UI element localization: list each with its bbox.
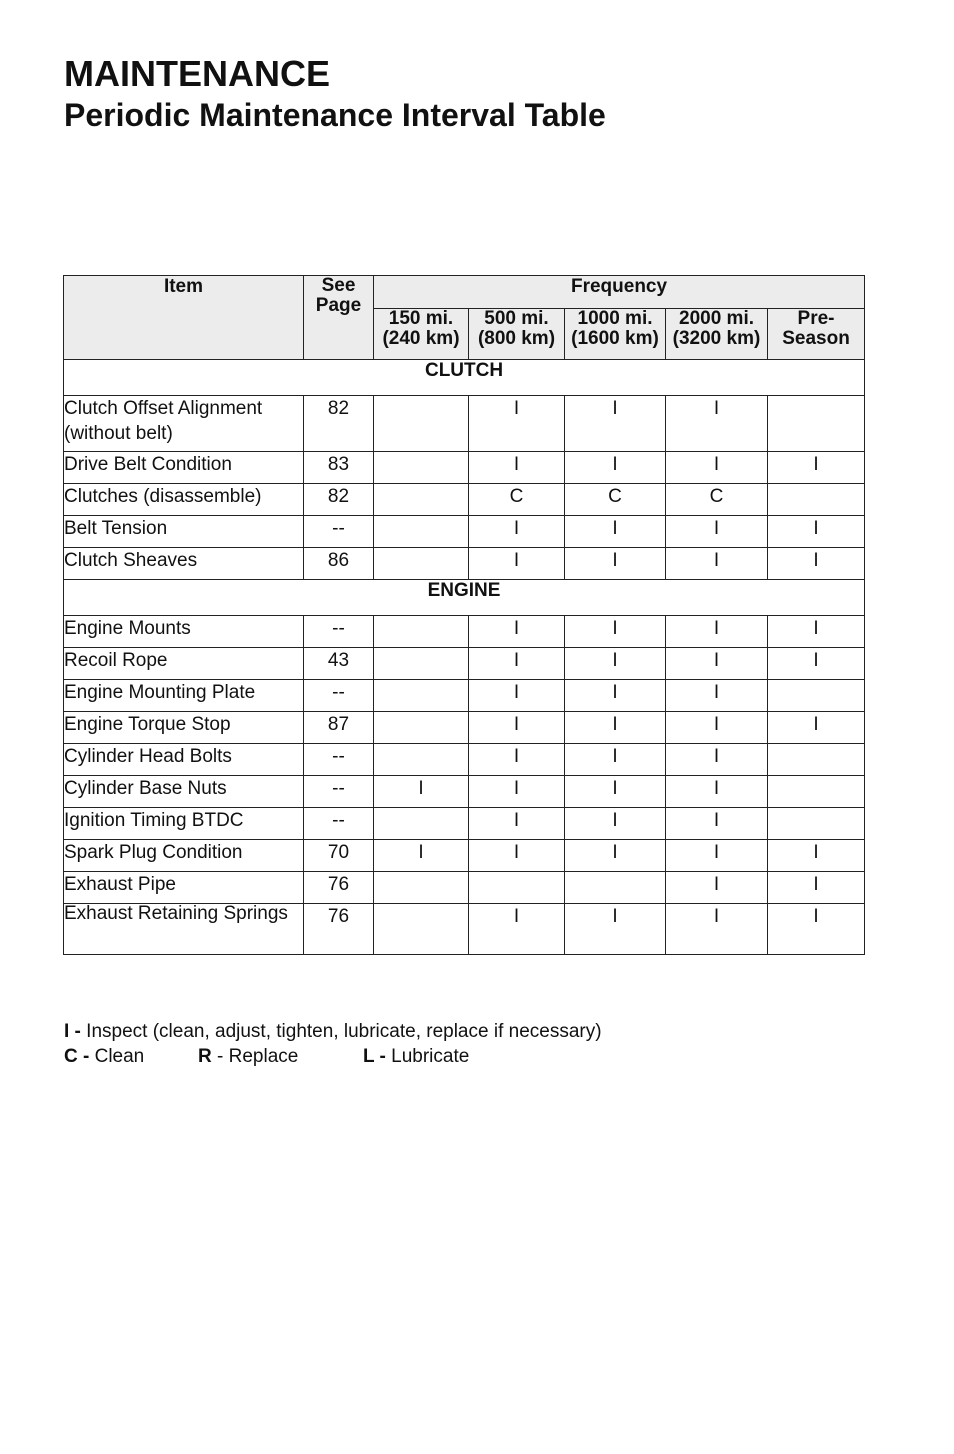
frequency-cell: I bbox=[768, 712, 865, 744]
page-title: MAINTENANCE bbox=[64, 53, 330, 94]
frequency-cell: I bbox=[768, 904, 865, 955]
frequency-cell: I bbox=[565, 452, 666, 484]
frequency-cell bbox=[374, 648, 469, 680]
frequency-cell bbox=[374, 744, 469, 776]
legend-lubricate-key: L - bbox=[363, 1046, 386, 1067]
interval-header bbox=[768, 309, 865, 360]
frequency-cell: I bbox=[565, 776, 666, 808]
frequency-cell bbox=[374, 396, 469, 452]
table-row bbox=[64, 776, 865, 808]
interval-line2: (3200 km) bbox=[672, 328, 761, 349]
see-page-cell: -- bbox=[304, 516, 374, 548]
frequency-cell: I bbox=[666, 396, 768, 452]
frequency-cell bbox=[374, 680, 469, 712]
item-cell: Clutch Offset Alignment (without belt) bbox=[64, 396, 304, 452]
frequency-cell bbox=[469, 872, 565, 904]
frequency-cell: I bbox=[565, 616, 666, 648]
legend bbox=[64, 1019, 602, 1069]
frequency-cell: I bbox=[469, 396, 565, 452]
frequency-cell bbox=[374, 516, 469, 548]
frequency-cell: I bbox=[768, 516, 865, 548]
frequency-cell bbox=[374, 452, 469, 484]
frequency-cell: I bbox=[666, 872, 768, 904]
item-cell: Engine Torque Stop bbox=[64, 712, 304, 744]
interval-line1: Pre- bbox=[797, 308, 835, 329]
item-cell: Clutches (disassemble) bbox=[64, 484, 304, 516]
frequency-cell bbox=[768, 776, 865, 808]
page-label: Page bbox=[315, 295, 362, 316]
frequency-cell bbox=[374, 548, 469, 580]
frequency-cell: I bbox=[565, 904, 666, 955]
frequency-cell: I bbox=[768, 616, 865, 648]
frequency-cell: I bbox=[565, 548, 666, 580]
see-page-cell: 82 bbox=[304, 396, 374, 452]
table-header bbox=[64, 276, 865, 360]
table-row bbox=[64, 712, 865, 744]
frequency-cell: I bbox=[666, 516, 768, 548]
item-cell: Cylinder Head Bolts bbox=[64, 744, 304, 776]
frequency-cell bbox=[768, 744, 865, 776]
see-page-cell: 87 bbox=[304, 712, 374, 744]
frequency-cell: I bbox=[666, 712, 768, 744]
frequency-cell: I bbox=[565, 680, 666, 712]
see-page-cell: 76 bbox=[304, 904, 374, 955]
maintenance-interval-table bbox=[63, 275, 865, 955]
item-cell: Engine Mounting Plate bbox=[64, 680, 304, 712]
section-row bbox=[64, 580, 865, 616]
legend-replace-text: - Replace bbox=[211, 1046, 299, 1067]
frequency-cell bbox=[374, 712, 469, 744]
see-label: See bbox=[321, 275, 356, 296]
column-header-item: Item bbox=[64, 276, 304, 360]
table-row bbox=[64, 840, 865, 872]
frequency-cell bbox=[374, 872, 469, 904]
frequency-cell: I bbox=[565, 840, 666, 872]
frequency-cell: I bbox=[469, 452, 565, 484]
frequency-cell: I bbox=[666, 776, 768, 808]
frequency-cell: C bbox=[469, 484, 565, 516]
frequency-cell: I bbox=[666, 680, 768, 712]
interval-line2: (800 km) bbox=[477, 328, 556, 349]
item-cell: Clutch Sheaves bbox=[64, 548, 304, 580]
frequency-cell bbox=[768, 808, 865, 840]
section-heading: ENGINE bbox=[64, 580, 865, 616]
item-cell: Cylinder Base Nuts bbox=[64, 776, 304, 808]
frequency-cell: C bbox=[666, 484, 768, 516]
table-row bbox=[64, 396, 865, 452]
see-page-cell: -- bbox=[304, 776, 374, 808]
frequency-cell: I bbox=[768, 872, 865, 904]
interval-header bbox=[666, 309, 768, 360]
legend-clean bbox=[64, 1044, 198, 1069]
table-body bbox=[64, 360, 865, 955]
see-page-cell: -- bbox=[304, 680, 374, 712]
frequency-cell: I bbox=[469, 904, 565, 955]
legend-clean-text: Clean bbox=[89, 1046, 145, 1067]
page-subtitle: Periodic Maintenance Interval Table bbox=[64, 97, 606, 133]
table-row bbox=[64, 744, 865, 776]
column-header-see-page bbox=[304, 276, 374, 360]
legend-clean-key: C - bbox=[64, 1046, 90, 1067]
item-cell: Spark Plug Condition bbox=[64, 840, 304, 872]
table-row bbox=[64, 648, 865, 680]
frequency-cell: I bbox=[666, 808, 768, 840]
legend-replace bbox=[198, 1044, 363, 1069]
interval-line2: (240 km) bbox=[382, 328, 460, 349]
frequency-cell: I bbox=[666, 548, 768, 580]
see-page-cell: 86 bbox=[304, 548, 374, 580]
table-row bbox=[64, 616, 865, 648]
frequency-cell: I bbox=[469, 776, 565, 808]
legend-inspect-key: I - bbox=[64, 1021, 81, 1042]
item-cell: Recoil Rope bbox=[64, 648, 304, 680]
see-page-cell: 70 bbox=[304, 840, 374, 872]
interval-header bbox=[469, 309, 565, 360]
table-row bbox=[64, 680, 865, 712]
frequency-cell: I bbox=[666, 840, 768, 872]
see-page-cell: -- bbox=[304, 616, 374, 648]
item-cell: Belt Tension bbox=[64, 516, 304, 548]
frequency-cell: I bbox=[469, 516, 565, 548]
frequency-cell: I bbox=[469, 548, 565, 580]
section-heading: CLUTCH bbox=[64, 360, 865, 396]
frequency-cell: I bbox=[666, 452, 768, 484]
frequency-cell: I bbox=[768, 452, 865, 484]
frequency-cell: I bbox=[469, 840, 565, 872]
item-cell: Exhaust Retaining Springs bbox=[64, 904, 304, 955]
frequency-cell: I bbox=[666, 904, 768, 955]
legend-lubricate bbox=[363, 1044, 469, 1069]
frequency-cell bbox=[374, 484, 469, 516]
table-row bbox=[64, 452, 865, 484]
frequency-cell bbox=[768, 484, 865, 516]
see-page-cell: -- bbox=[304, 744, 374, 776]
frequency-cell: I bbox=[565, 744, 666, 776]
interval-header bbox=[374, 309, 469, 360]
interval-header bbox=[565, 309, 666, 360]
see-page-cell: 43 bbox=[304, 648, 374, 680]
frequency-cell bbox=[768, 680, 865, 712]
legend-inspect-text: Inspect (clean, adjust, tighten, lubricate, replace if necessary) bbox=[80, 1021, 602, 1042]
frequency-cell: I bbox=[768, 648, 865, 680]
frequency-cell: I bbox=[565, 712, 666, 744]
frequency-cell: I bbox=[768, 840, 865, 872]
frequency-cell: I bbox=[469, 616, 565, 648]
see-page-cell: 76 bbox=[304, 872, 374, 904]
frequency-cell: I bbox=[374, 776, 469, 808]
table-row bbox=[64, 516, 865, 548]
interval-line2: (1600 km) bbox=[571, 328, 659, 349]
frequency-cell bbox=[565, 872, 666, 904]
item-cell: Drive Belt Condition bbox=[64, 452, 304, 484]
frequency-cell: I bbox=[469, 744, 565, 776]
frequency-cell bbox=[768, 396, 865, 452]
legend-replace-key: R bbox=[198, 1046, 212, 1067]
see-page-cell: -- bbox=[304, 808, 374, 840]
frequency-cell: I bbox=[565, 648, 666, 680]
table-row bbox=[64, 484, 865, 516]
frequency-cell: I bbox=[666, 616, 768, 648]
frequency-cell: I bbox=[565, 396, 666, 452]
see-page-cell: 82 bbox=[304, 484, 374, 516]
frequency-cell: I bbox=[469, 712, 565, 744]
frequency-cell: C bbox=[565, 484, 666, 516]
section-row bbox=[64, 360, 865, 396]
frequency-cell: I bbox=[666, 744, 768, 776]
interval-line1: 1000 mi. bbox=[577, 308, 653, 329]
frequency-cell: I bbox=[469, 808, 565, 840]
frequency-cell: I bbox=[565, 516, 666, 548]
frequency-cell: I bbox=[666, 648, 768, 680]
frequency-cell: I bbox=[374, 840, 469, 872]
table-row bbox=[64, 904, 865, 955]
frequency-cell bbox=[374, 904, 469, 955]
legend-lubricate-text: Lubricate bbox=[385, 1046, 470, 1067]
column-header-frequency: Frequency bbox=[374, 276, 865, 309]
table-row bbox=[64, 808, 865, 840]
frequency-cell bbox=[374, 616, 469, 648]
interval-line1: 2000 mi. bbox=[679, 308, 754, 329]
item-cell: Engine Mounts bbox=[64, 616, 304, 648]
see-page-cell: 83 bbox=[304, 452, 374, 484]
item-cell: Ignition Timing BTDC bbox=[64, 808, 304, 840]
frequency-cell bbox=[374, 808, 469, 840]
frequency-cell: I bbox=[565, 808, 666, 840]
frequency-cell: I bbox=[469, 680, 565, 712]
table-row bbox=[64, 872, 865, 904]
frequency-cell: I bbox=[768, 548, 865, 580]
legend-inspect bbox=[64, 1019, 602, 1044]
frequency-cell: I bbox=[469, 648, 565, 680]
interval-line2: Season bbox=[782, 328, 850, 349]
interval-line1: 500 mi. bbox=[484, 308, 549, 329]
table-row bbox=[64, 548, 865, 580]
interval-line1: 150 mi. bbox=[388, 308, 454, 329]
item-cell: Exhaust Pipe bbox=[64, 872, 304, 904]
